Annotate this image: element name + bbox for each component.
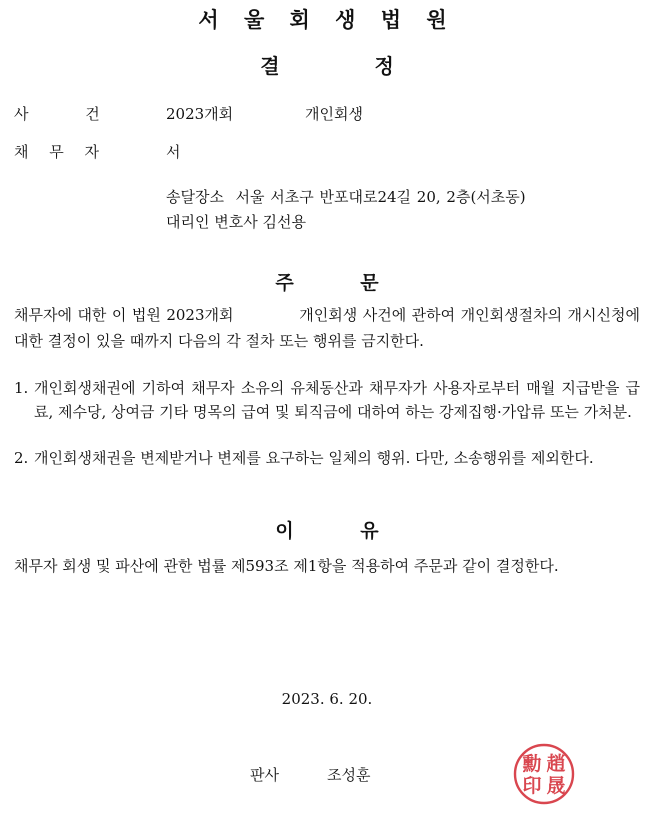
reason-text: 채무자 회생 및 파산에 관한 법률 제593조 제1항을 적용하여 주문과 같이 결정한다. bbox=[14, 557, 559, 575]
judge-name: 조성훈 bbox=[327, 766, 371, 784]
order-heading: 주 문 bbox=[275, 272, 379, 294]
order-item-number: 2. bbox=[14, 449, 29, 467]
order-intro: 채무자에 대한 이 법원 2023개회 개인회생 사건에 관하여 개인회생절차의 개시신청에 대한 결정이 있을 때까지 다음의 각 절차 또는 행위를 금지한다. bbox=[14, 306, 645, 350]
seal-char: 晟 bbox=[546, 775, 566, 797]
order-item-1 bbox=[14, 376, 640, 424]
case-label: 사 건 bbox=[14, 105, 100, 123]
judge-seal-stamp bbox=[512, 742, 576, 806]
case-type: 개인회생 bbox=[305, 105, 363, 123]
decision-title: 결 정 bbox=[260, 54, 394, 78]
debtor-label: 채 무 자 bbox=[14, 143, 100, 161]
debtor-agent: 대리인 변호사 김선용 bbox=[166, 213, 306, 231]
order-item-number: 1. bbox=[14, 379, 29, 397]
order-item-text: 개인회생채권에 기하여 채무자 소유의 유체동산과 채무자가 사용자로부터 매월 지급받을 급료, 제수당, 상여금 기타 명목의 급여 및 퇴직금에 대하여 하는 강제집행·가압류 또는 가처분. bbox=[34, 379, 640, 421]
order-item-2 bbox=[14, 446, 640, 470]
seal-char: 趙 bbox=[546, 753, 566, 775]
reason-heading: 이 유 bbox=[275, 520, 379, 542]
order-item-text: 개인회생채권을 변제받거나 변제를 요구하는 일체의 행위. 다만, 소송행위를 제외한다. bbox=[34, 449, 594, 467]
seal-char: 印 bbox=[522, 775, 542, 797]
court-title: 서 울 회 생 법 원 bbox=[198, 7, 456, 32]
judge-title: 판사 bbox=[250, 766, 279, 784]
decision-date: 2023. 6. 20. bbox=[281, 690, 373, 708]
service-address: 송달장소 서울 서초구 반포대로24길 20, 2층(서초동) bbox=[166, 188, 526, 206]
seal-char: 勳 bbox=[522, 753, 542, 775]
case-number: 2023개회 bbox=[166, 105, 234, 123]
debtor-name: 서 bbox=[166, 143, 181, 161]
